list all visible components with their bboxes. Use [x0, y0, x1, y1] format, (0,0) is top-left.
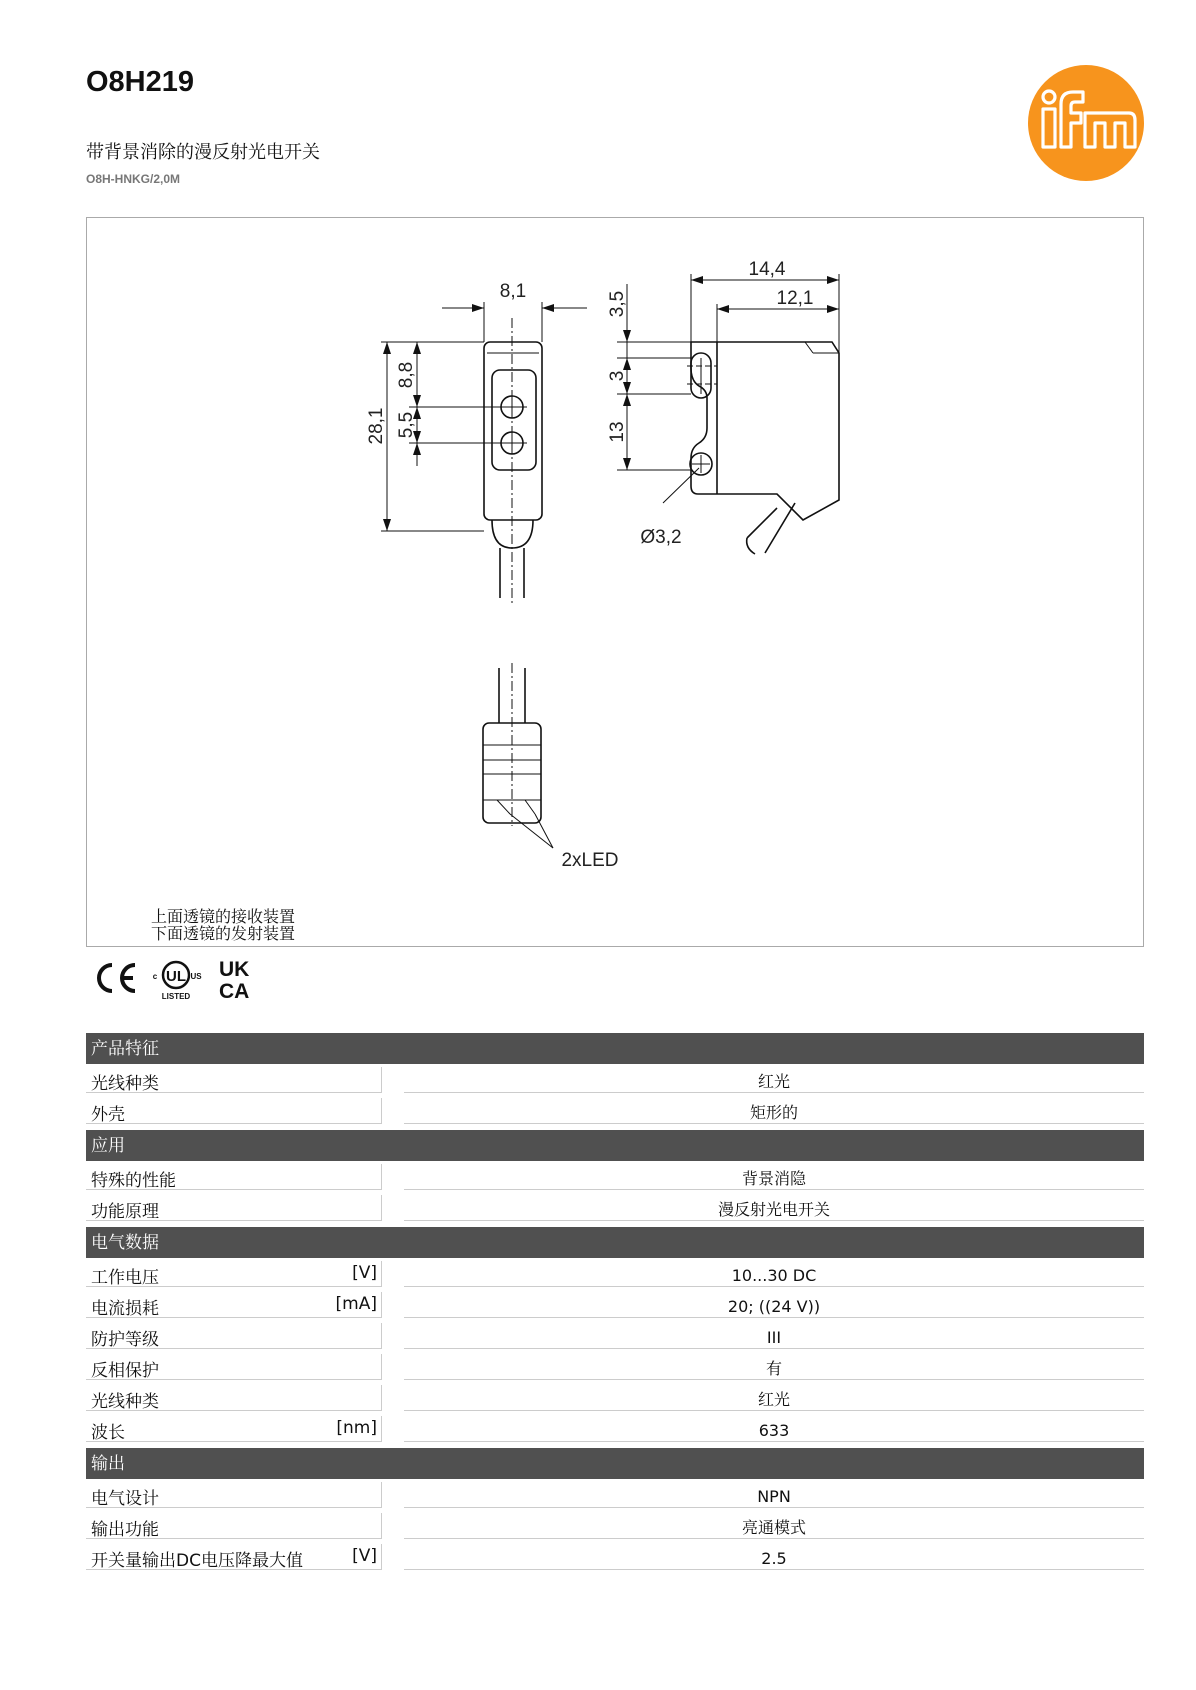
spec-label: 电流损耗 — [91, 1299, 159, 1319]
spec-label: 特殊的性能 — [91, 1171, 176, 1191]
side-view — [607, 259, 839, 554]
spec-row — [86, 1192, 1144, 1223]
spec-unit: [V] — [352, 1263, 377, 1283]
spec-unit: [mA] — [335, 1294, 377, 1314]
spec-label-cell — [86, 1385, 382, 1411]
spec-row — [86, 1258, 1144, 1289]
ifm-logo — [1027, 64, 1145, 182]
spec-value: 漫反射光电开关 — [404, 1195, 1144, 1221]
spec-row — [86, 1351, 1144, 1382]
spec-label-cell — [86, 1354, 382, 1380]
dimension-drawing — [86, 217, 1144, 947]
spec-value: NPN — [404, 1482, 1144, 1508]
spec-row — [86, 1064, 1144, 1095]
spec-row — [86, 1289, 1144, 1320]
svg-text:UL: UL — [166, 968, 186, 985]
spec-value: 亮通模式 — [404, 1513, 1144, 1539]
product-subtitle: 带背景消除的漫反射光电开关 — [86, 142, 320, 163]
spec-label-cell — [86, 1513, 382, 1539]
spec-value: 20; ((24 V)) — [404, 1292, 1144, 1318]
dim-total-width: 14,4 — [748, 259, 786, 280]
spec-label: 外壳 — [91, 1105, 125, 1125]
dim-slot: 3 — [607, 370, 628, 382]
svg-text:CA: CA — [219, 980, 250, 1003]
spec-unit: [nm] — [336, 1418, 377, 1438]
spec-label: 光线种类 — [91, 1074, 159, 1094]
spec-value: 633 — [404, 1416, 1144, 1442]
legend-line-receiver: 上面透镜的接收装置 — [151, 907, 296, 926]
spec-label: 开关量输出DC电压降最大值 — [91, 1551, 303, 1571]
spec-label-cell — [86, 1323, 382, 1349]
spec-row — [86, 1161, 1144, 1192]
lens-legend — [151, 908, 295, 942]
dim-side-width: 12,1 — [776, 288, 814, 309]
dim-height: 28,1 — [366, 407, 387, 445]
svg-text:UK: UK — [219, 958, 250, 981]
section-header: 产品特征 — [86, 1033, 1144, 1064]
dimension-drawing-svg — [87, 218, 1143, 946]
section-header: 电气数据 — [86, 1227, 1144, 1258]
spec-row — [86, 1479, 1144, 1510]
spec-label-cell — [86, 1544, 382, 1570]
front-view — [366, 281, 587, 603]
spec-label-cell — [86, 1195, 382, 1221]
spec-label-cell — [86, 1261, 382, 1287]
spec-row — [86, 1510, 1144, 1541]
spec-label: 防护等级 — [91, 1330, 159, 1350]
certification-marks — [92, 955, 272, 1003]
spec-value: 10...30 DC — [404, 1261, 1144, 1287]
dim-lens-pitch: 5,5 — [396, 411, 417, 439]
spec-label-cell — [86, 1098, 382, 1124]
spec-label: 功能原理 — [91, 1202, 159, 1222]
ul-listed-mark — [153, 962, 202, 1001]
section-header: 应用 — [86, 1130, 1144, 1161]
spec-label-cell — [86, 1416, 382, 1442]
spec-value: 红光 — [404, 1385, 1144, 1411]
spec-label: 输出功能 — [91, 1520, 159, 1540]
spec-row — [86, 1413, 1144, 1444]
section-header: 输出 — [86, 1448, 1144, 1479]
spec-row — [86, 1541, 1144, 1572]
dim-hole-pitch: 13 — [607, 421, 628, 443]
spec-label: 电气设计 — [91, 1489, 159, 1509]
spec-row — [86, 1320, 1144, 1351]
spec-value: 红光 — [404, 1067, 1144, 1093]
legend-line-emitter: 下面透镜的发射装置 — [151, 924, 296, 943]
spec-value: 背景消隐 — [404, 1164, 1144, 1190]
spec-value: 2.5 — [404, 1544, 1144, 1570]
dim-top-offset: 3,5 — [607, 290, 628, 318]
spec-label: 反相保护 — [91, 1361, 159, 1381]
spec-value: 有 — [404, 1354, 1144, 1380]
dim-front-width: 8,1 — [499, 281, 527, 302]
spec-tables — [86, 1033, 1144, 1572]
spec-label: 工作电压 — [91, 1268, 159, 1288]
spec-label: 波长 — [91, 1423, 125, 1443]
product-code: O8H-HNKG/2,0M — [86, 172, 181, 186]
ukca-mark — [219, 958, 249, 1003]
spec-label-cell — [86, 1292, 382, 1318]
product-title: O8H219 — [86, 66, 195, 98]
bottom-view — [483, 663, 619, 871]
svg-text:LISTED: LISTED — [161, 992, 191, 1001]
dim-lens-top: 8,8 — [396, 361, 417, 389]
spec-row — [86, 1382, 1144, 1413]
spec-unit: [V] — [352, 1546, 377, 1566]
spec-label-cell — [86, 1482, 382, 1508]
spec-label-cell — [86, 1067, 382, 1093]
ce-mark — [99, 965, 135, 991]
svg-text:c: c — [152, 972, 158, 981]
spec-value: 矩形的 — [404, 1098, 1144, 1124]
spec-label-cell — [86, 1164, 382, 1190]
spec-label: 光线种类 — [91, 1392, 159, 1412]
dim-hole-diameter: Ø3,2 — [640, 527, 682, 548]
spec-row — [86, 1095, 1144, 1126]
svg-text:US: US — [190, 972, 202, 981]
spec-value: III — [404, 1323, 1144, 1349]
led-label: 2xLED — [561, 850, 619, 871]
